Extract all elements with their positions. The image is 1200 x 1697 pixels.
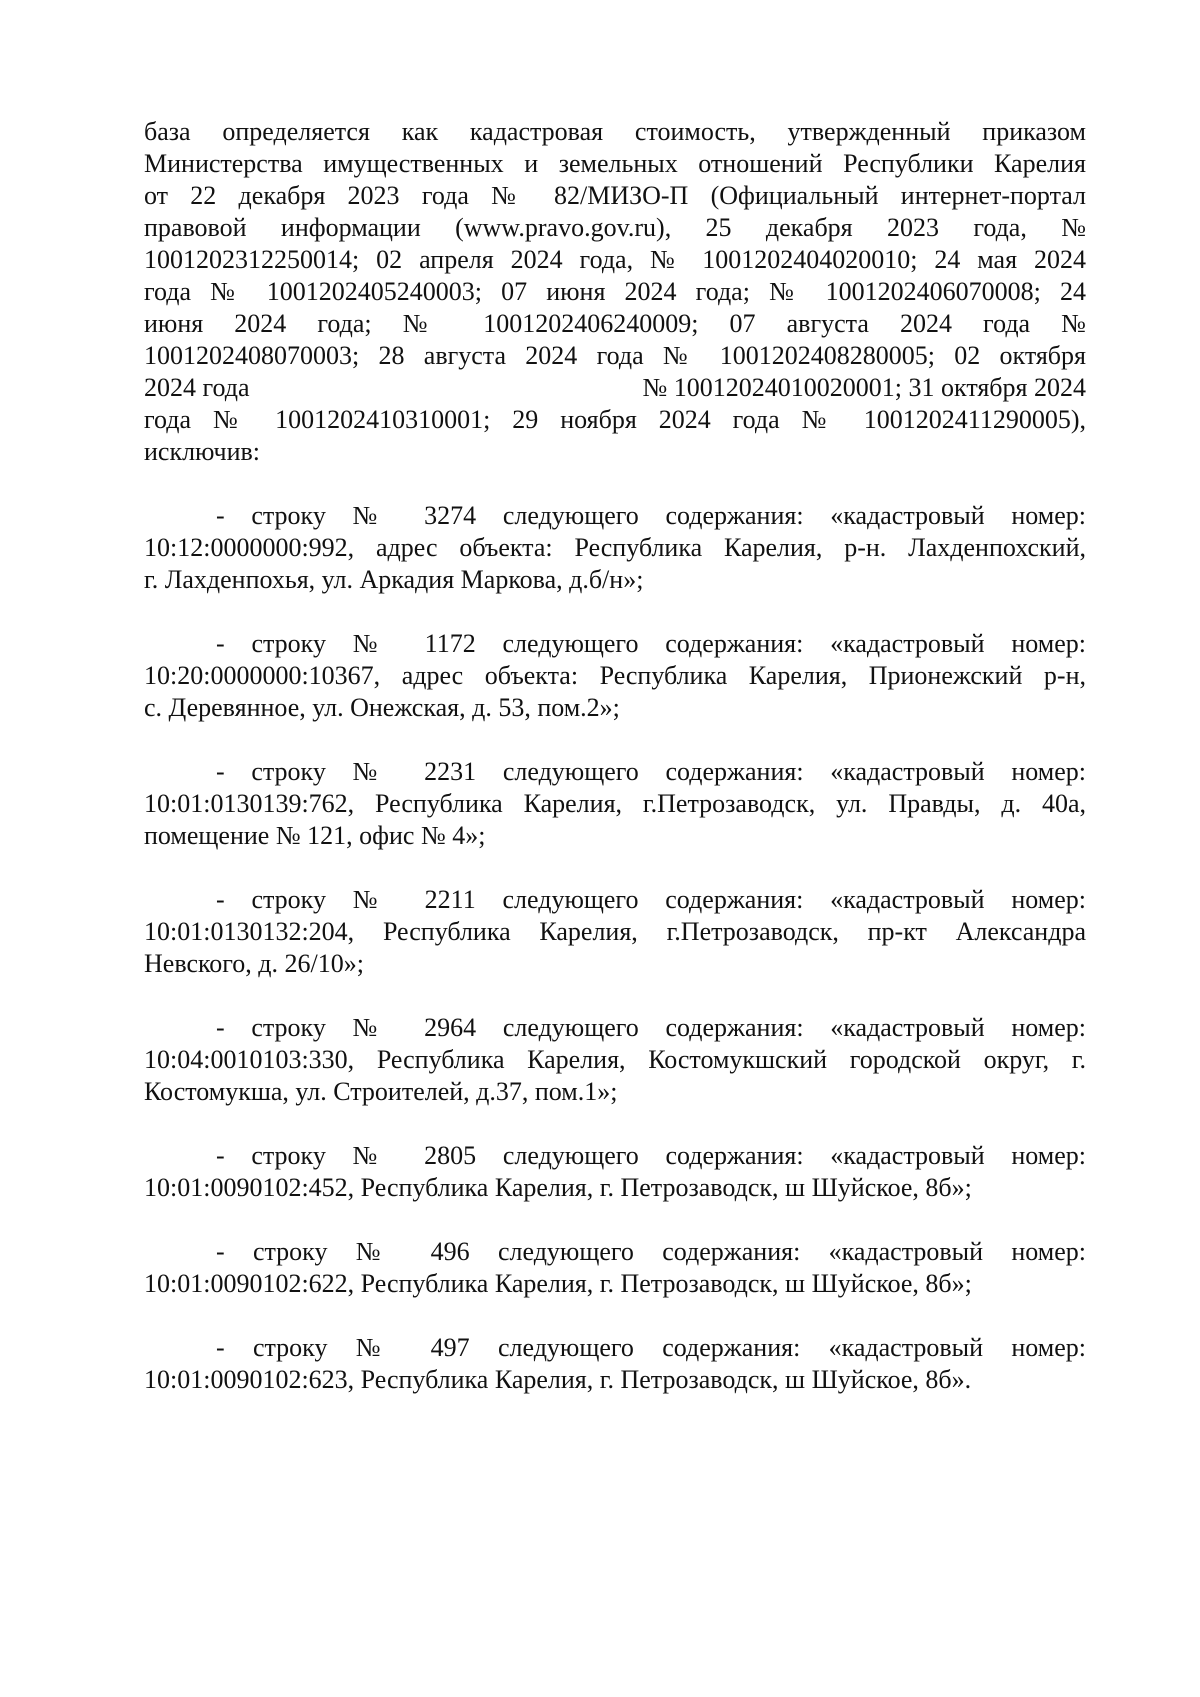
exclusion-item <box>144 756 1086 852</box>
text-line: база определяется как кадастровая стоимость, утвержденный приказом <box>144 117 1086 146</box>
text-line: 10:01:0130139:762, Республика Карелия, г.Петрозаводск, ул. Правды, д. 40а, <box>144 789 1086 818</box>
text-line: 10:12:0000000:992, адрес объекта: Республика Карелия, р-н. Лахденпохский, <box>144 533 1086 562</box>
text-line: - строку № 2805 следующего содержания: «кадастровый номер: <box>216 1141 1086 1170</box>
text-line: года № 1001202410310001; 29 ноября 2024 года № 1001202411290005), <box>144 405 1086 434</box>
text-line: - строку № 1172 следующего содержания: «кадастровый номер: <box>216 629 1086 658</box>
intro-paragraph <box>144 116 1086 468</box>
text-line: 10:01:0130132:204, Республика Карелия, г.Петрозаводск, пр-кт Александра <box>144 917 1086 946</box>
text-line: 1001202408070003; 28 августа 2024 года № 1001202408280005; 02 октября <box>144 341 1086 370</box>
text-line: - строку № 496 следующего содержания: «кадастровый номер: <box>216 1237 1086 1266</box>
text-line: - строку № 2964 следующего содержания: «кадастровый номер: <box>216 1013 1086 1042</box>
text-line: помещение № 121, офис № 4»; <box>144 821 486 850</box>
document-body <box>144 116 1086 1396</box>
text-line: исключив: <box>144 437 260 466</box>
text-line: года № 1001202405240003; 07 июня 2024 года; № 1001202406070008; 24 <box>144 277 1086 306</box>
exclusion-item <box>144 628 1086 724</box>
text-line: 10:04:0010103:330, Республика Карелия, Костомукшский городской округ, г. <box>144 1045 1086 1074</box>
exclusion-item <box>144 1332 1086 1396</box>
text-line: от 22 декабря 2023 года № 82/МИЗО-П (Официальный интернет-портал <box>144 181 1086 210</box>
exclusion-item <box>144 500 1086 596</box>
text-line: - строку № 3274 следующего содержания: «кадастровый номер: <box>216 501 1086 530</box>
text-line: Министерства имущественных и земельных отношений Республики Карелия <box>144 149 1086 178</box>
exclusion-item <box>144 1140 1086 1204</box>
text-line: 10:01:0090102:622, Республика Карелия, г. Петрозаводск, ш Шуйское, 8б»; <box>144 1269 972 1298</box>
text-line: г. Лахденпохья, ул. Аркадия Маркова, д.б/н»; <box>144 565 644 594</box>
text-line-left: 2024 года <box>144 373 250 402</box>
text-line: июня 2024 года; № 1001202406240009; 07 августа 2024 года № <box>144 309 1086 338</box>
text-line-split <box>144 372 1086 404</box>
exclusion-item <box>144 1236 1086 1300</box>
text-line: 10:01:0090102:452, Республика Карелия, г. Петрозаводск, ш Шуйское, 8б»; <box>144 1173 972 1202</box>
text-line: 10:01:0090102:623, Республика Карелия, г. Петрозаводск, ш Шуйское, 8б». <box>144 1365 972 1394</box>
text-line: правовой информации (www.pravo.gov.ru), 25 декабря 2023 года, № <box>144 213 1086 242</box>
text-line: - строку № 2211 следующего содержания: «кадастровый номер: <box>216 885 1086 914</box>
text-line: Невского, д. 26/10»; <box>144 949 364 978</box>
text-line: 10:20:0000000:10367, адрес объекта: Республика Карелия, Прионежский р-н, <box>144 661 1086 690</box>
text-line: - строку № 497 следующего содержания: «кадастровый номер: <box>216 1333 1086 1362</box>
text-line: 1001202312250014; 02 апреля 2024 года, № 1001202404020010; 24 мая 2024 <box>144 245 1086 274</box>
text-line: - строку № 2231 следующего содержания: «кадастровый номер: <box>216 757 1086 786</box>
exclusion-item <box>144 1012 1086 1108</box>
text-line-right: № 10012024010020001; 31 октября 2024 <box>642 373 1086 402</box>
exclusion-item <box>144 884 1086 980</box>
text-line: Костомукша, ул. Строителей, д.37, пом.1»; <box>144 1077 618 1106</box>
text-line: с. Деревянное, ул. Онежская, д. 53, пом.2»; <box>144 693 620 722</box>
